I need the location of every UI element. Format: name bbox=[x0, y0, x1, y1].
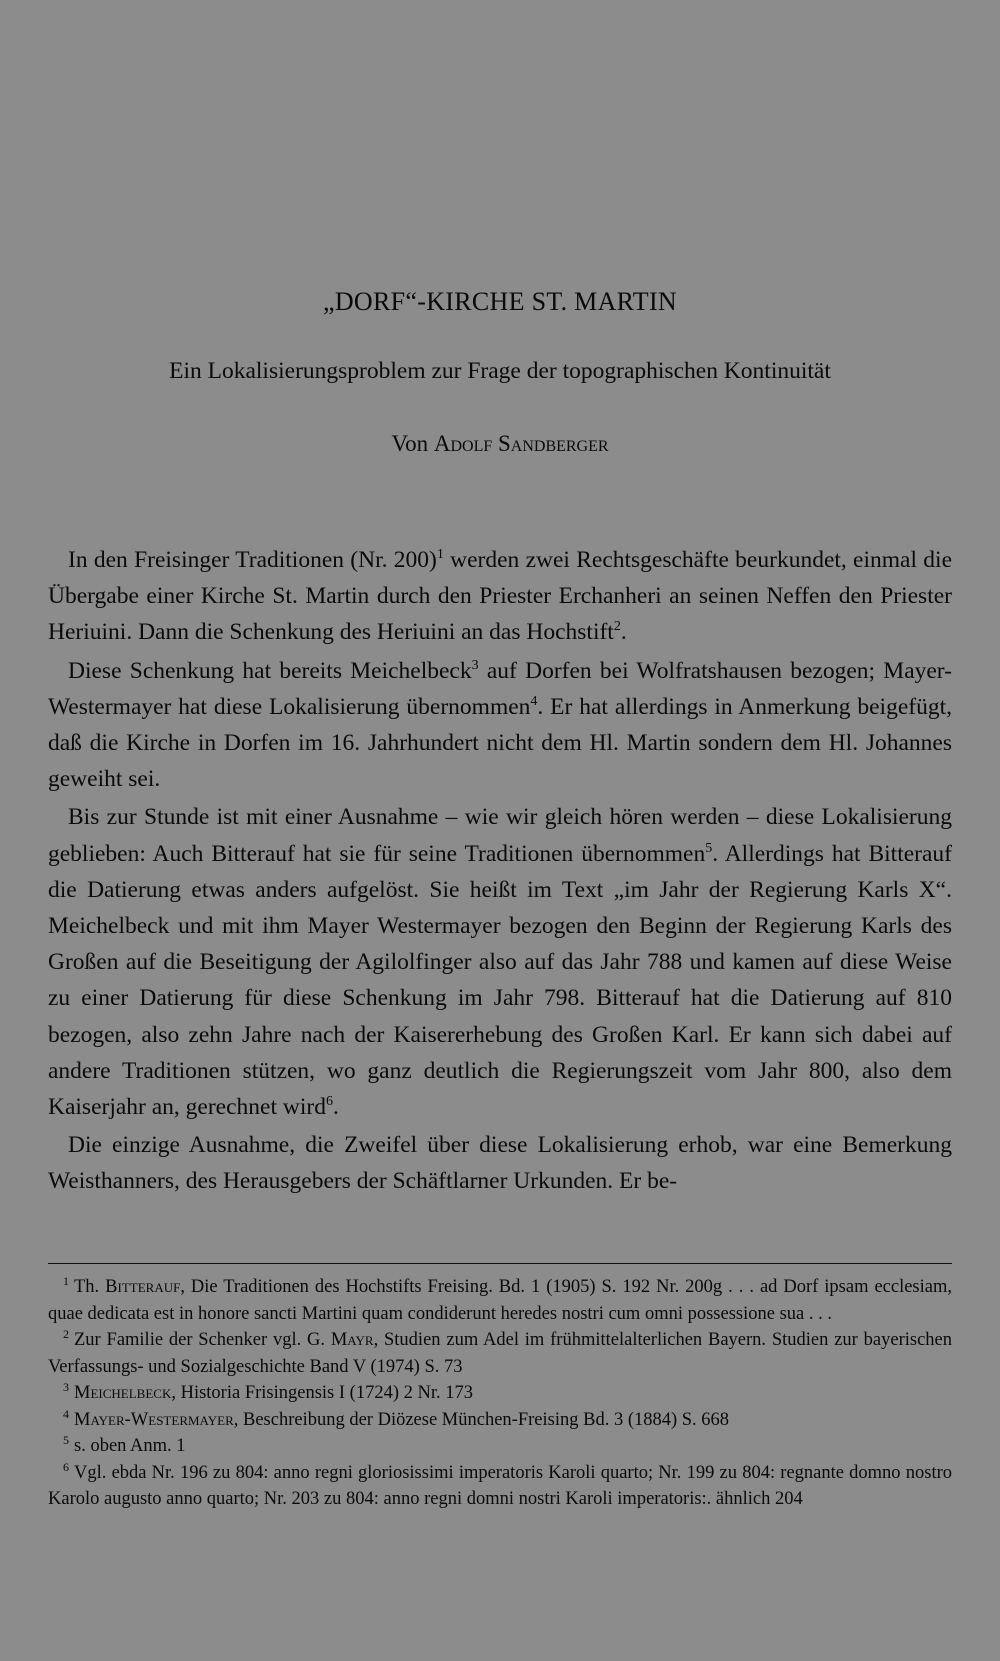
article-subtitle: Ein Lokalisierungsproblem zur Frage der topographischen Kontinuität bbox=[169, 358, 831, 384]
body-text bbox=[48, 542, 952, 1200]
author-prefix: Von bbox=[391, 431, 434, 456]
footnote-number: 5 bbox=[63, 1433, 69, 1447]
footnote-reference: 4 bbox=[530, 693, 538, 709]
footnote-number: 4 bbox=[63, 1406, 69, 1421]
footnote-number: 3 bbox=[63, 1380, 69, 1394]
article-author bbox=[48, 431, 952, 457]
footnote bbox=[48, 1274, 952, 1327]
footnote-reference: 6 bbox=[325, 1094, 333, 1110]
body-paragraph bbox=[48, 1127, 952, 1199]
footnote bbox=[48, 1407, 952, 1434]
footnote-number: 6 bbox=[63, 1459, 69, 1474]
footnote-number: 2 bbox=[63, 1327, 69, 1341]
footnote bbox=[48, 1380, 952, 1407]
footnote-reference: 2 bbox=[613, 619, 621, 635]
cited-author: Mayer-Westermayer bbox=[74, 1409, 234, 1430]
footnote-separator bbox=[48, 1263, 952, 1264]
text-run: . bbox=[620, 619, 627, 646]
text-run: , Studien zum Adel im frühmittelalterlichen Bayern. Studien zur bayerischen Verfassungs- und Sozialgeschichte Band V (1974) S. 73 bbox=[48, 1330, 952, 1377]
footnote bbox=[48, 1433, 952, 1460]
body-paragraph bbox=[48, 653, 952, 798]
text-run: werden zwei Rechtsgeschäfte beurkundet, einmal die Übergabe einer Kirche St. Martin durch den Priester Erchanheri an seinen Neffen den Priester Heriuini. Dann die Schenkung des Heriuini an das Hochstift bbox=[48, 547, 952, 646]
body-paragraph bbox=[48, 799, 952, 1125]
text-run: Th. bbox=[74, 1277, 106, 1297]
text-run: Bis zur Stunde ist mit einer Ausnahme – wie wir gleich hören werden – diese Lokalisierung geblieben: Auch Bitterauf hat sie für seine Traditionen übernommen bbox=[48, 804, 952, 867]
text-run: In den Freisinger Traditionen (Nr. 200) bbox=[68, 547, 437, 573]
footnote bbox=[48, 1327, 952, 1380]
footnote-reference: 3 bbox=[471, 657, 479, 673]
text-run: . bbox=[332, 1094, 339, 1121]
article-title: „DORF“-KIRCHE ST. MARTIN bbox=[323, 287, 677, 316]
text-run: Zur Familie der Schenker vgl. G. bbox=[74, 1330, 331, 1350]
author-name: Adolf Sandberger bbox=[433, 431, 609, 456]
text-run: Diese Schenkung hat bereits Meichelbeck bbox=[68, 657, 472, 684]
text-run: s. oben Anm. 1 bbox=[74, 1436, 186, 1456]
text-run: , Die Traditionen des Hochstifts Freising. Bd. 1 (1905) S. 192 Nr. 200g . . . ad Dorf ipsam ecclesiam, quae dedicata est in honore sancti Martini quam condiderunt heredes nostri cum omni possessione sua . . . bbox=[48, 1277, 952, 1324]
footnotes bbox=[48, 1274, 952, 1513]
text-run: Die einzige Ausnahme, die Zweifel über diese Lokalisierung erhob, war eine Bemerkung Weisthanners, des Herausgebers der Schäftlarner Urkunden. Er be- bbox=[48, 1132, 952, 1195]
text-run: , Historia Frisingensis I (1724) 2 Nr. 173 bbox=[171, 1383, 473, 1403]
cited-author: Bitterauf bbox=[105, 1277, 181, 1297]
text-run: . Allerdings hat Bitterauf die Datierung etwas anders aufgelöst. Sie heißt im Text „im Jahr der Regierung Karls X“. Meichelbeck und mit ihm Mayer Westermayer bezogen den Beginn der Regierung Karls des Großen auf die Beseitigung der Agilolfinger also auf das Jahr 788 und kamen auf diese Weise zu einer Datierung für diese Schenkung im Jahr 798. Bitterauf hat die Datierung auf 810 bezogen, also zehn Jahre nach der Kaisererhebung des Großen Karl. Er kann sich dabei auf andere Traditionen stützen, wo ganz deutlich die Regierungszeit vom Jahr 800, also dem Kaiserjahr an, gerechnet wird bbox=[48, 840, 952, 1121]
footnote bbox=[48, 1460, 952, 1513]
text-run: auf Dorfen bei Wolfratshausen bezogen; Mayer-Westermayer hat diese Lokalisierung übernommen bbox=[48, 657, 952, 720]
text-run: Vgl. ebda Nr. 196 zu 804: anno regni gloriosissimi imperatoris Karoli quarto; Nr. 199 zu 804: regnante domno nostro Karolo augusto anno quarto; Nr. 203 zu 804: anno regni domni nostri Karoli imperatoris:. ähnlich 204 bbox=[48, 1462, 952, 1509]
cited-author: Mayr bbox=[330, 1330, 374, 1350]
footnote-reference: 1 bbox=[436, 547, 444, 562]
document-page bbox=[48, 0, 952, 1661]
body-paragraph bbox=[48, 542, 952, 651]
text-run: , Beschreibung der Diözese München-Freising Bd. 3 (1884) S. 668 bbox=[233, 1409, 730, 1430]
text-run: . Er hat allerdings in Anmerkung beigefügt, daß die Kirche in Dorfen im 16. Jahrhundert nicht dem Hl. Martin sondern dem Hl. Johannes geweiht sei. bbox=[48, 693, 953, 793]
footnote-number: 1 bbox=[63, 1274, 69, 1288]
cited-author: Meichelbeck bbox=[74, 1383, 172, 1403]
footnote-reference: 5 bbox=[705, 840, 713, 856]
